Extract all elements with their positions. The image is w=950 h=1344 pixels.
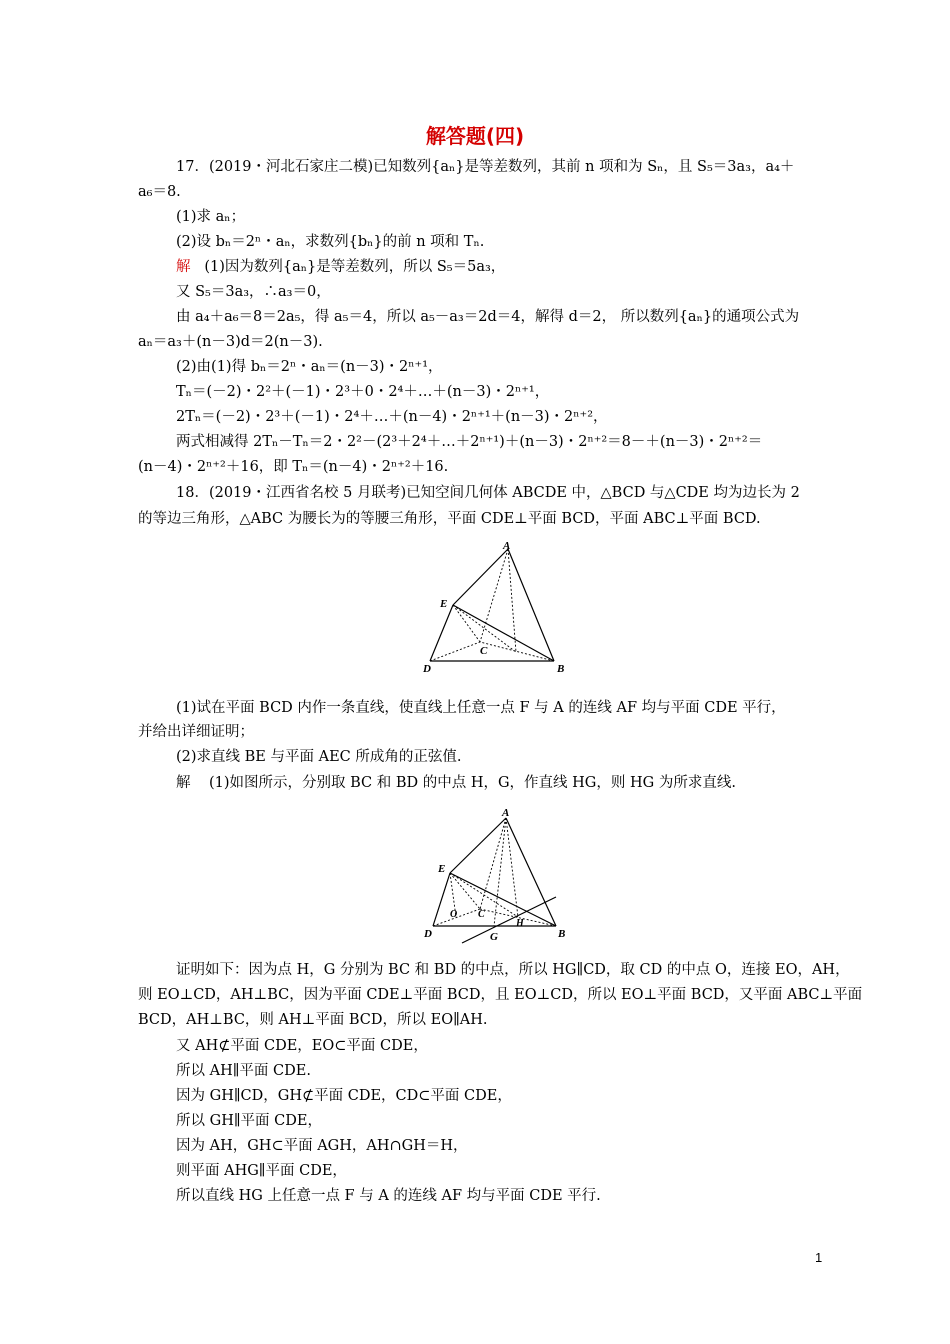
fig2-label-d: D	[424, 928, 432, 940]
p17-q2: (2)设 bₙ＝2ⁿ・aₙ，求数列{bₙ}的前 n 项和 Tₙ.	[176, 234, 485, 250]
proof-line-2: 则 EO⊥CD，AH⊥BC，因为平面 CDE⊥平面 BCD，且 EO⊥CD，所以 EO⊥平面 BCD，又平面 ABC⊥平面	[138, 987, 863, 1003]
p18-sol-first: (1)如图所示，分别取 BC 和 BD 的中点 H，G，作直线 HG，则 HG 为所求直线.	[208, 775, 736, 791]
proof-line-8: 因为 AH，GH⊂平面 AGH，AH∩GH＝H，	[176, 1138, 468, 1154]
p17-sol-6: 2Tₙ＝(－2)・2³＋(－1)・2⁴＋…＋(n－4)・2ⁿ⁺¹＋(n－3)・2ⁿ⁺²，	[176, 409, 608, 425]
p17-line-1: 17．(2019・河北石家庄二模)已知数列{aₙ}是等差数列，其前 n 项和为 Sₙ，且 S₅＝3a₃，a₄＋	[176, 159, 795, 175]
proof-line-6: 因为 GH∥CD，GH⊄平面 CDE，CD⊂平面 CDE，	[176, 1088, 512, 1104]
fig1-label-c: C	[480, 645, 488, 657]
fig2-label-e: E	[438, 863, 446, 875]
solution-label-2: 解	[176, 775, 191, 791]
p17-sol-7: 两式相减得 2Tₙ－Tₙ＝2・2²－(2³＋2⁴＋…＋2ⁿ⁺¹)＋(n－3)・2ⁿ⁺²＝8－＋(n－3)・2ⁿ⁺²＝	[176, 434, 763, 450]
p17-sol-1: 又 S₅＝3a₃，∴a₃＝0，	[176, 284, 331, 300]
fig2-label-a: A	[502, 807, 510, 819]
proof-line-3: BCD，AH⊥BC，则 AH⊥平面 BCD，所以 EO∥AH.	[138, 1012, 488, 1028]
figure-1-tetrahedron	[410, 540, 580, 680]
proof-line-10: 所以直线 HG 上任意一点 F 与 A 的连线 AF 均与平面 CDE 平行.	[176, 1188, 601, 1204]
fig2-label-h: H	[516, 918, 524, 929]
fig1-label-a: A	[503, 540, 511, 552]
fig1-label-e: E	[440, 598, 448, 610]
p17-sol-5: Tₙ＝(－2)・2²＋(－1)・2³＋0・2⁴＋…＋(n－3)・2ⁿ⁺¹，	[176, 384, 550, 400]
fig2-label-b: B	[558, 928, 566, 940]
p18-solution-first	[176, 774, 736, 792]
p17-sol-3: aₙ＝a₃＋(n－3)d＝2(n－3).	[138, 334, 323, 350]
fig1-label-d: D	[423, 663, 431, 675]
p17-solution-first	[176, 258, 505, 276]
proof-line-5: 所以 AH∥平面 CDE.	[176, 1063, 311, 1079]
p18-q2: (2)求直线 BE 与平面 AEC 所成角的正弦值.	[176, 749, 462, 765]
proof-line-4: 又 AH⊄平面 CDE，EO⊂平面 CDE，	[176, 1038, 428, 1054]
p17-line-2: a₆＝8.	[138, 184, 181, 200]
fig2-label-o: O	[450, 909, 458, 920]
proof-line-7: 所以 GH∥平面 CDE，	[176, 1113, 322, 1129]
p17-sol-8: (n－4)・2ⁿ⁺²＋16，即 Tₙ＝(n－4)・2ⁿ⁺²＋16.	[138, 459, 449, 475]
proof-line-1: 证明如下：因为点 H，G 分别为 BC 和 BD 的中点，所以 HG∥CD，取 CD 的中点 O，连接 EO，AH，	[176, 962, 850, 978]
p17-sol-2: 由 a₄＋a₆＝8＝2a₅，得 a₅＝4，所以 a₅－a₃＝2d＝4，解得 d＝2， 所以数列{aₙ}的通项公式为	[176, 309, 800, 325]
solution-label: 解	[176, 259, 191, 275]
p18-q1-line-1: (1)试在平面 BCD 内作一条直线，使直线上任意一点 F 与 A 的连线 AF 均与平面 CDE 平行，	[176, 700, 786, 716]
fig2-label-g: G	[490, 931, 498, 943]
page-title: 解答题(四)	[425, 124, 525, 148]
p18-line-2: 的等边三角形，△ABC 为腰长为的等腰三角形，平面 CDE⊥平面 BCD，平面 ABC⊥平面 BCD.	[138, 511, 761, 527]
fig2-label-c: C	[478, 909, 485, 920]
figure-2-construction	[418, 800, 578, 950]
p17-sol-0: (1)因为数列{aₙ}是等差数列，所以 S₅＝5a₃，	[204, 259, 506, 275]
p17-q1: (1)求 aₙ；	[176, 209, 246, 225]
p18-line-1: 18．(2019・江西省名校 5 月联考)已知空间几何体 ABCDE 中，△BCD 与△CDE 均为边长为 2	[176, 485, 800, 501]
fig1-label-b: B	[557, 663, 565, 675]
page-number: 1	[815, 1250, 823, 1265]
p18-q1-line-2: 并给出详细证明；	[138, 724, 254, 740]
p17-sol-4: (2)由(1)得 bₙ＝2ⁿ・aₙ＝(n－3)・2ⁿ⁺¹，	[176, 359, 443, 375]
proof-line-9: 则平面 AHG∥平面 CDE，	[176, 1163, 347, 1179]
